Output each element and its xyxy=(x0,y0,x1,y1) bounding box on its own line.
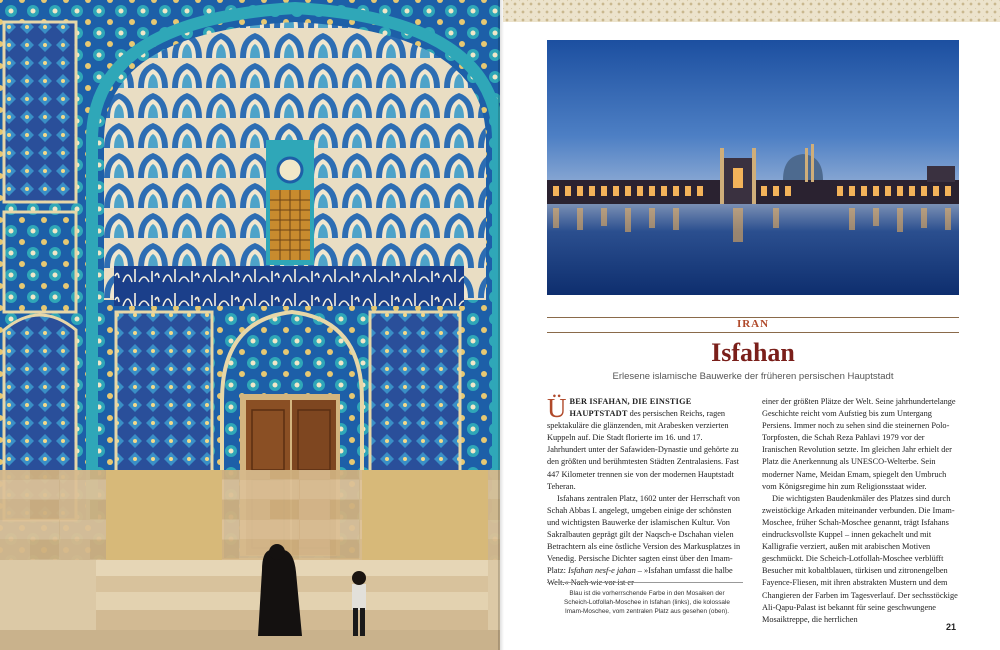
caption-rule xyxy=(547,582,743,583)
square-text: Isfahans zentralen Platz, 1602 unter der Herrschaft von Schah Abbas I. angelegt, umgeben einige der schönsten und wichtigsten Bauwerke der islamischen Kultur. Von Sakralbauten geprägt gilt der Naqsch-e Dschahan vielen Betrachtern als eine östliche Version des Markusplatzes in Venedig. Persische Dichter sagten einst über den Imam-Platz: xyxy=(547,493,741,576)
article-title: Isfahan xyxy=(711,338,795,367)
square-text-end: – »Isfahan umfasst die halbe Welt.« Nach wie vor ist er xyxy=(547,566,733,588)
paragraph-intro xyxy=(547,393,743,493)
paragraph-history: einer der größten Plätze der Welt. Seine jahrhundertelange Geschichte reicht vom Aufstieg bis zum Untergang Persiens. Immer noch zu sehen sind die steinernen Polo-Torpfosten, die Schah Reza Pahlavi 1979 vor der Iranischen Revolution setzte. Im gleichen Jahr erhielt der Platz die Anerkennung als UNESCO-Welterbe. Sein moderner Name, Meidan Emam, spiegelt den Umbruch vom Königsregime hin zum Religionsstaat wider. xyxy=(762,397,956,491)
page-gutter xyxy=(498,0,504,650)
lead-in-caps: BER ISFAHAN, DIE EINSTIGE HAUPTSTADT xyxy=(569,397,692,419)
header-rule-bottom xyxy=(547,332,959,333)
article-subtitle: Erlesene islamische Bauwerke der früheren persischen Hauptstadt xyxy=(612,371,894,382)
imam-square-photo xyxy=(547,40,959,295)
paragraph-monuments: Die wichtigsten Baudenkmäler des Platzes sind durch zweistöckige Arkaden miteinander verbunden. Die Imam-Moschee, früher Schah-Moschee genannt, trägt Isfahans eindrucksvollste Kuppel – innen gekachelt und mit Kalligrafie verziert, außen mit arabischen Motiven geschmückt. Die Scheich-Lotfollah-Moschee verblüfft Besucher mit kobaltblauen, türkisen und zitronengelben Fayence-Fliesen, mit ihren abstrakten Mustern und dem Changieren der Farben im Tagesverlauf. Der sechsstöckige Ali-Qapu-Palast ist bekannt für seine geschwungene Mosaiktreppe, die herrlichen xyxy=(762,493,958,624)
intro-text: des persischen Reichs, ragen spektakuläre die glänzenden, mit Arabesken verzierten Kuppeln auf. Die Stadt florierte im 16. und 17. Jahrhundert unter der Safawiden-Dynastie und gehörte zu den größten und berühmtesten Städten Zentralasiens. Fast 447 Kilometer trennen sie von der modernen Hauptstadt Teheran. xyxy=(547,409,739,491)
text-column-right xyxy=(762,396,958,626)
text-column-left xyxy=(547,393,743,590)
page-number: 21 xyxy=(946,622,957,632)
photo-caption: Blau ist die vorherrschende Farbe in den Mosaiken der Scheich-Lotfollah-Moschee in Isfahan (links), die kolossale Imam-Moschee, vom zentralen Platz aus gesehen (oben). xyxy=(564,590,730,615)
section-kicker: IRAN xyxy=(736,318,770,330)
poet-quote: Isfahan nesf-e jahan xyxy=(567,566,636,576)
decorative-top-band xyxy=(503,0,1000,22)
drop-cap: Ü xyxy=(547,393,567,423)
paragraph-square xyxy=(547,493,743,590)
